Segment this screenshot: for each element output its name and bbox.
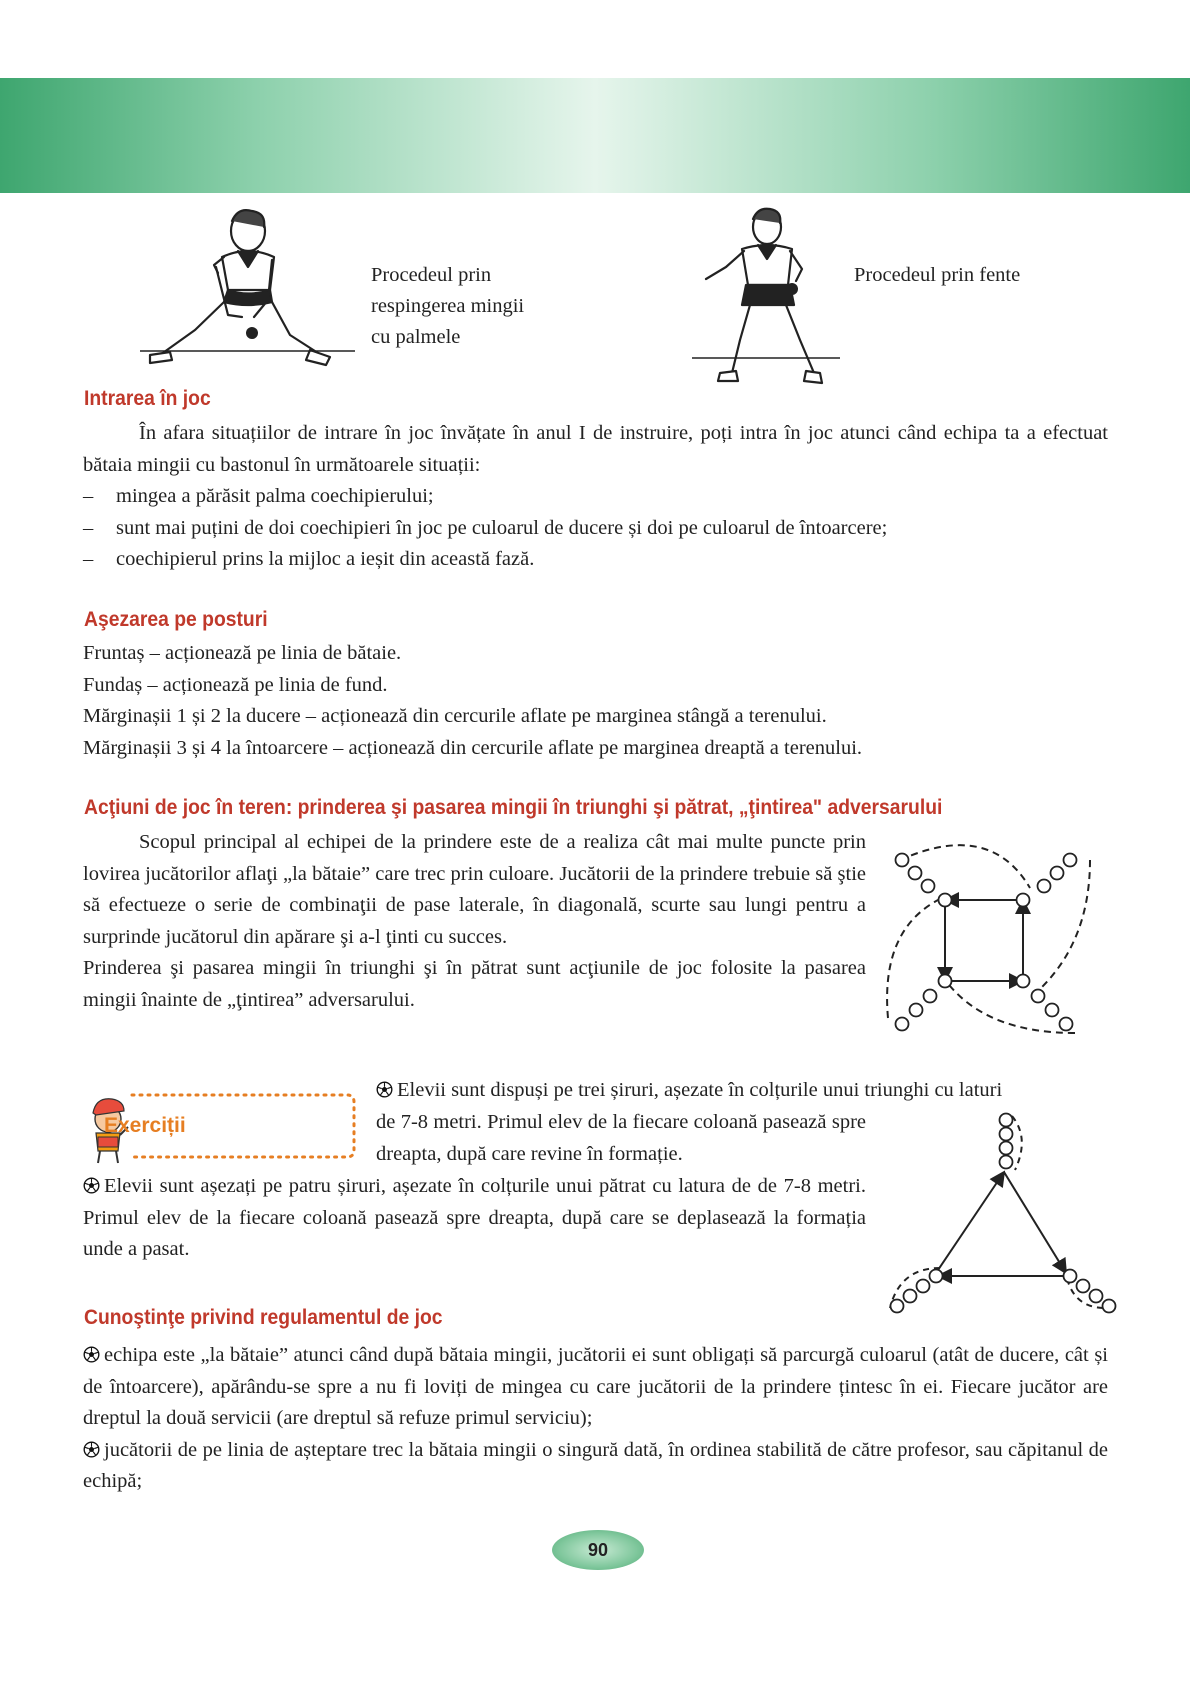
dash-bullet: – bbox=[83, 548, 94, 570]
exercise-label: Exerciții bbox=[104, 1114, 186, 1137]
list-item-text: mingea a părăsit palma coechipierului; bbox=[116, 485, 434, 507]
caption-line: cu palmele bbox=[371, 326, 461, 348]
square-passing-diagram bbox=[880, 838, 1100, 1038]
player-palms-figure bbox=[140, 205, 355, 375]
post-line: Fruntaș – acționează pe linia de bătaie. bbox=[83, 642, 402, 664]
section-heading-actiuni: Acţiuni de joc în teren: prinderea şi pasarea mingii în triunghi şi pătrat, „ţintirea" adversarului bbox=[84, 796, 943, 819]
exercise-2 bbox=[83, 1171, 866, 1266]
rule-item bbox=[83, 1340, 1108, 1435]
post-line: Mărginașii 3 și 4 la întoarcere – acționează din cercurile aflate pe marginea dreaptă a terenului. bbox=[83, 736, 863, 759]
section-heading-asezare: Aşezarea pe posturi bbox=[84, 608, 268, 631]
caption-line: respingerea mingii bbox=[371, 295, 525, 317]
regulament-section bbox=[83, 1340, 1108, 1498]
soccer-ball-icon bbox=[83, 1177, 100, 1194]
rule-item-text: echipa este „la bătaie” atunci când după bătaia mingii, jucătorii ei sunt obligați să parcurgă culoarul (atât de ducere, cât și de întoarcere), apărându-se spre a nu fi loviți de mingea cu care jucătorii de la prindere țintesc în ei. Fiecare jucător are dreptul la două servicii (are dreptul să refuze primul serviciu); bbox=[83, 1344, 1108, 1429]
rule-item bbox=[83, 1435, 1108, 1498]
soccer-ball-icon bbox=[83, 1346, 100, 1363]
caption-line: Procedeul prin bbox=[371, 264, 492, 286]
player-feint-figure bbox=[692, 205, 840, 390]
triangle-passing-diagram bbox=[880, 1108, 1120, 1324]
post-line: Mărginașii 1 și 2 la ducere – acționează din cercurile aflate pe marginea stângă a terenului. bbox=[83, 705, 827, 727]
dash-bullet: – bbox=[83, 485, 94, 507]
soccer-ball-icon bbox=[83, 1441, 100, 1458]
list-item bbox=[83, 481, 1108, 513]
list-item bbox=[83, 513, 1108, 545]
actiuni-section bbox=[83, 827, 866, 1016]
soccer-ball-icon bbox=[376, 1081, 393, 1098]
actiuni-paragraph-1: Scopul principal al echipei de la prindere este de a realiza cât mai multe puncte prin lovirea jucătorilor aflaţi „la bătaie” care trec prin culoare. Jucătorii de la prindere trebuie să ştie să efectueze o serie de combinaţii de pase laterale, în diagonală, scurte sau lungi pentru a surprinde jucătorul din apărare şi a-l ţinti cu succes. bbox=[83, 831, 866, 948]
exercise-1-rest: de 7-8 metri. Primul elev de la fiecare coloană pasează spre dreapta, după care revine în formație. bbox=[376, 1111, 866, 1165]
intrare-intro: În afara situațiilor de intrare în joc învățate în anul I de instruire, poți intra în joc atunci când echipa ta a efectuat bătaia mingii cu bastonul în următoarele situații: bbox=[83, 422, 1108, 476]
rule-item-text: jucătorii de pe linia de așteptare trec la bătaia mingii o singură dată, în ordinea stabilită de către profesor, sau căpitanul de echipă; bbox=[83, 1438, 1108, 1492]
exercise-2-text: Elevii sunt așezați pe patru șiruri, așezate în colțurile unui pătrat cu latura de de 7-8 metri. Primul elev de la fiecare coloană pasează spre dreapta, după care se deplasează la formația unde a pasat. bbox=[83, 1175, 866, 1260]
asezare-section bbox=[83, 638, 1108, 764]
exercise-1-text: Elevii sunt dispuși pe trei șiruri, așezate în colțurile unui triunghi cu laturi bbox=[397, 1079, 1003, 1101]
figure-caption-feint: Procedeul prin fente bbox=[854, 264, 1021, 286]
list-item bbox=[83, 544, 1108, 576]
intrare-section bbox=[83, 418, 1108, 576]
page-number: 90 bbox=[552, 1530, 644, 1570]
section-heading-regulament: Cunoştinţe privind regulamentul de joc bbox=[84, 1306, 443, 1329]
dash-bullet: – bbox=[83, 516, 94, 539]
actiuni-paragraph-2: Prinderea şi pasarea mingii în triunghi şi în pătrat sunt acţiunile de joc folosite la pasarea mingii înainte de „ţintirea” adversarului. bbox=[83, 957, 866, 1011]
section-heading-intrare: Intrarea în joc bbox=[84, 387, 211, 410]
header-banner bbox=[0, 78, 1190, 193]
list-item-text: sunt mai puțini de doi coechipieri în joc pe culoarul de ducere și doi pe culoarul de întoarcere; bbox=[116, 516, 888, 539]
list-item-text: coechipierul prins la mijloc a ieșit din această fază. bbox=[116, 548, 535, 570]
exercise-1-first-line bbox=[376, 1075, 1109, 1107]
post-line: Fundaș – acționează pe linia de fund. bbox=[83, 673, 388, 696]
figure-caption-palms bbox=[371, 260, 524, 353]
